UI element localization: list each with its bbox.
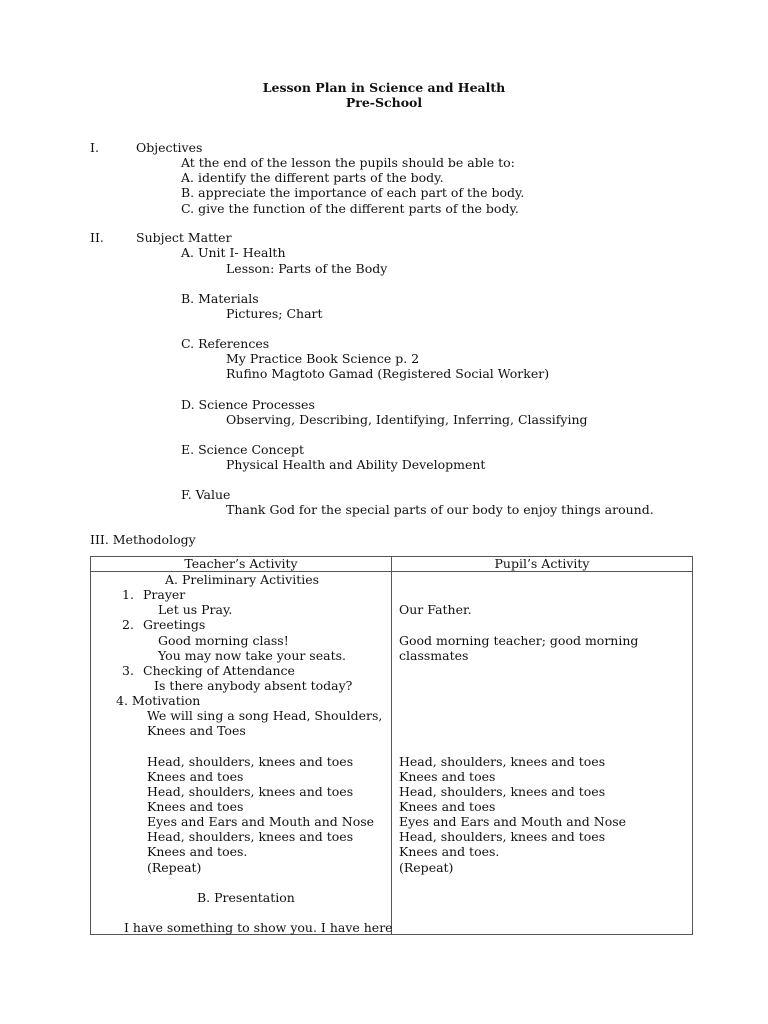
song-line: Head, shoulders, knees and toes [399, 754, 606, 769]
greeting-line: Good morning class! [158, 633, 289, 648]
song-line: Eyes and Ears and Mouth and Nose [399, 814, 627, 829]
song-line: Head, shoulders, knees and toes [147, 784, 354, 799]
song-line: Head, shoulders, knees and toes [147, 829, 354, 844]
list-number: 3. [122, 663, 134, 678]
song-line: Head, shoulders, knees and toes [399, 829, 606, 844]
subject-label: E. Science Concept [181, 442, 305, 457]
prayer-heading: Prayer [143, 587, 186, 602]
preliminary-activities: A. Preliminary Activities [165, 572, 320, 587]
motivation-line: Knees and Toes [147, 723, 246, 738]
subject-label: D. Science Processes [181, 397, 315, 412]
section-heading-objectives: Objectives [136, 140, 203, 155]
greetings-heading: Greetings [143, 617, 206, 632]
song-line: Knees and toes. [399, 844, 500, 859]
song-line: (Repeat) [147, 860, 202, 875]
presentation-line: I have something to show you. I have here [124, 920, 393, 935]
attendance-heading: Checking of Attendance [143, 663, 295, 678]
section-heading-subject-matter: Subject Matter [136, 230, 232, 245]
song-line: Knees and toes [399, 799, 496, 814]
song-line: Knees and toes [399, 769, 496, 784]
attendance-line: Is there anybody absent today? [154, 678, 353, 693]
song-line: Knees and toes [147, 799, 244, 814]
motivation-heading: 4. Motivation [116, 693, 201, 708]
prayer-line: Let us Pray. [158, 602, 233, 617]
teacher-activity-header: Teacher’s Activity [91, 557, 392, 572]
document-subtitle: Pre-School [345, 95, 423, 110]
song-line: Knees and toes [147, 769, 244, 784]
pupil-activity-cell [392, 572, 693, 935]
subject-detail: My Practice Book Science p. 2 [226, 351, 420, 366]
prayer-response: Our Father. [399, 602, 472, 617]
song-line: Knees and toes. [147, 844, 248, 859]
presentation-heading: B. Presentation [197, 890, 295, 905]
subject-detail: Rufino Magtoto Gamad (Registered Social Worker) [226, 366, 550, 381]
table-header-row [91, 557, 693, 572]
subject-label: B. Materials [181, 291, 259, 306]
greeting-response: Good morning teacher; good morning [399, 633, 639, 648]
document-title: Lesson Plan in Science and Health [262, 80, 506, 95]
objective-item: B. appreciate the importance of each part of the body. [181, 185, 525, 200]
section-number: II. [90, 230, 104, 245]
song-line: Eyes and Ears and Mouth and Nose [147, 814, 375, 829]
teacher-activity-cell [91, 572, 392, 935]
subject-detail: Physical Health and Ability Development [226, 457, 486, 472]
table-row [91, 572, 693, 935]
subject-detail: Pictures; Chart [226, 306, 323, 321]
subject-detail: Lesson: Parts of the Body [226, 261, 388, 276]
subject-detail: Observing, Describing, Identifying, Inferring, Classifying [226, 412, 588, 427]
objectives-intro: At the end of the lesson the pupils should be able to: [181, 155, 515, 170]
motivation-line: We will sing a song Head, Shoulders, [147, 708, 383, 723]
pupil-activity-header: Pupil’s Activity [392, 557, 693, 572]
subject-label: A. Unit I- Health [181, 245, 286, 260]
greeting-response: classmates [399, 648, 469, 663]
methodology-table [90, 556, 693, 935]
list-number: 2. [122, 617, 134, 632]
song-line: Head, shoulders, knees and toes [147, 754, 354, 769]
subject-label: C. References [181, 336, 270, 351]
objective-item: A. identify the different parts of the body. [181, 170, 444, 185]
objective-item: C. give the function of the different parts of the body. [181, 201, 519, 216]
greeting-line: You may now take your seats. [158, 648, 346, 663]
section-heading-methodology: III. Methodology [90, 532, 196, 547]
song-line: (Repeat) [399, 860, 454, 875]
subject-detail: Thank God for the special parts of our body to enjoy things around. [226, 502, 654, 517]
subject-label: F. Value [181, 487, 231, 502]
section-number: I. [90, 140, 99, 155]
song-line: Head, shoulders, knees and toes [399, 784, 606, 799]
list-number: 1. [122, 587, 134, 602]
